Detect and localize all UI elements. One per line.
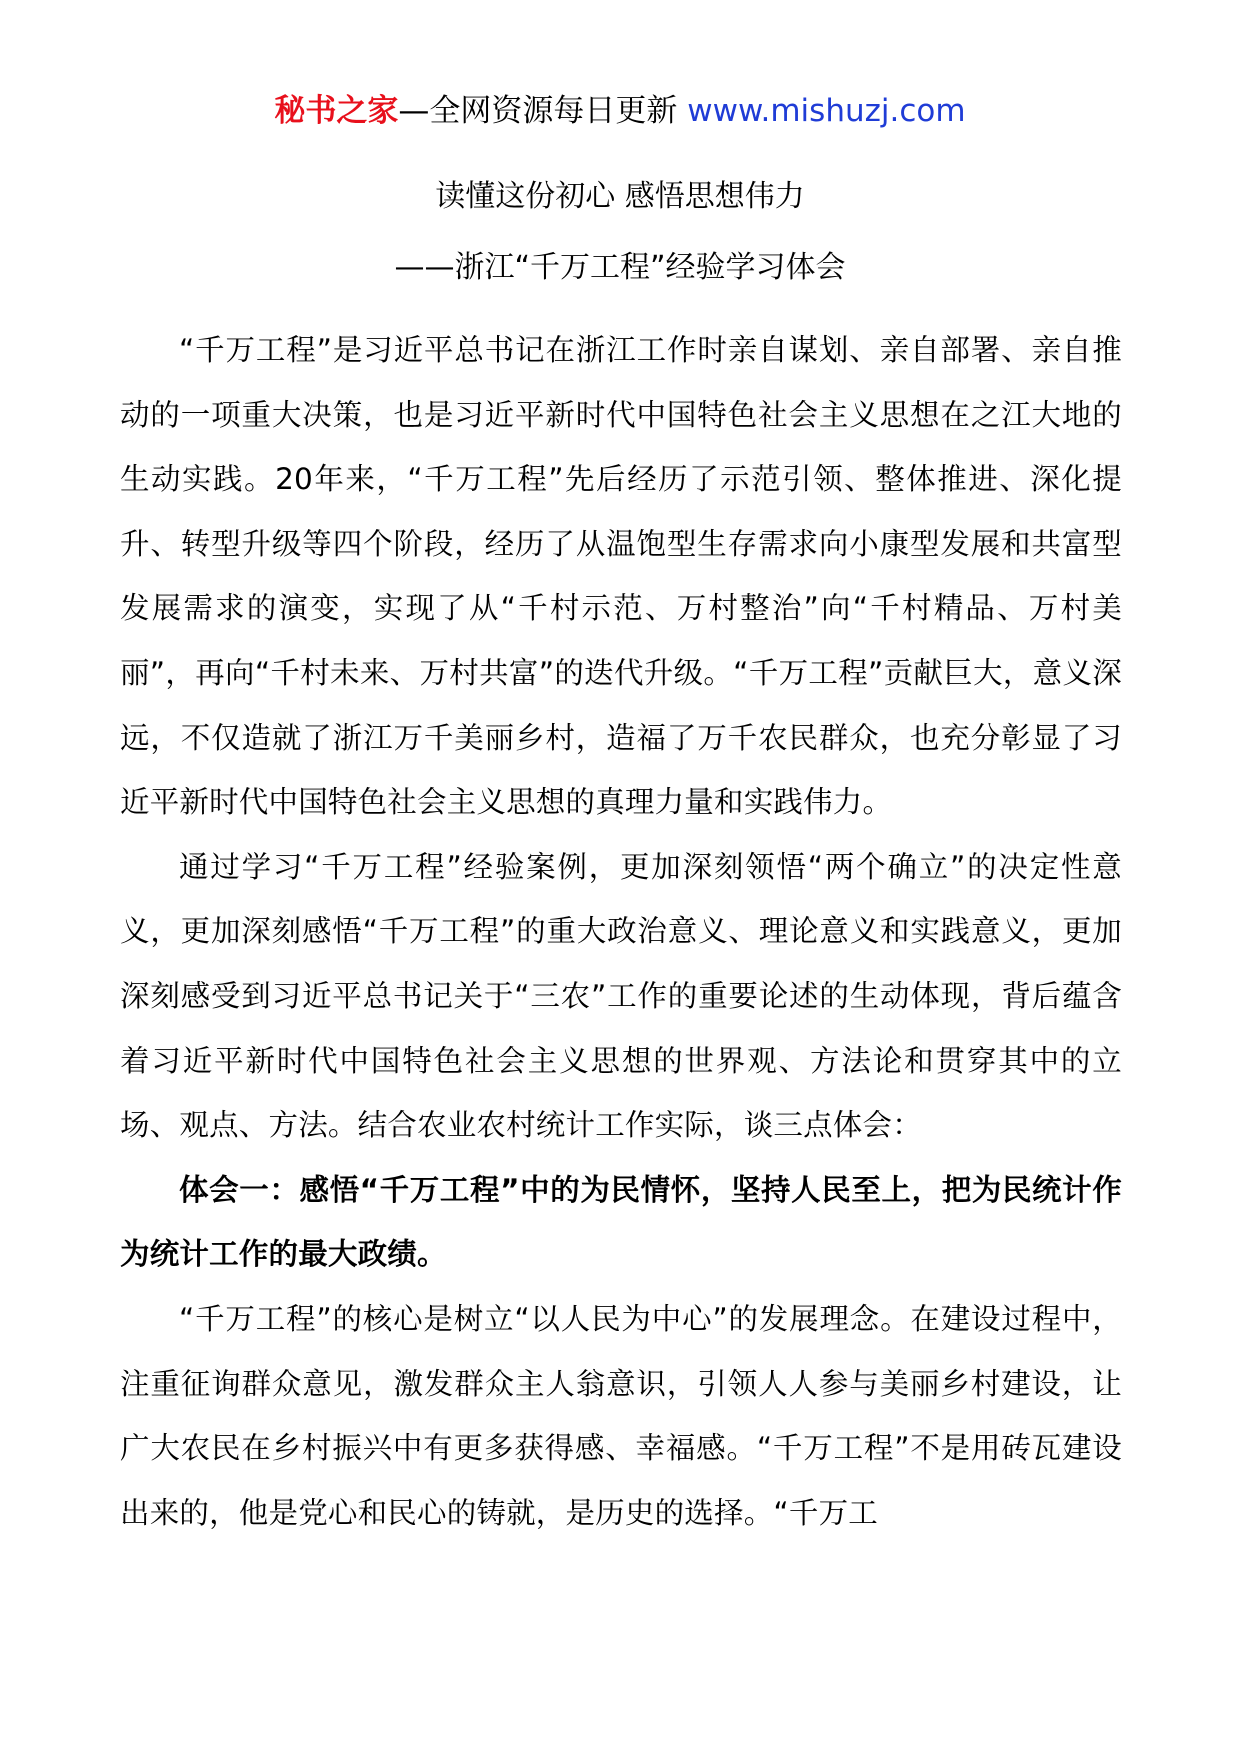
site-slogan: —全网资源每日更新: [398, 93, 688, 129]
document-body: [120, 318, 1122, 1545]
site-brand: 秘书之家: [274, 93, 399, 129]
site-url-link[interactable]: www.mishuzj.com: [687, 93, 966, 129]
document-title: 读懂这份初心 感悟思想伟力: [435, 179, 805, 214]
paragraph-study: 通过学习“千万工程”经验案例，更加深刻领悟“两个确立”的决定性意义，更加深刻感悟“千万工程”的重大政治意义、理论意义和实践意义，更加深刻感受到习近平总书记关于“三农”工作的重要论述的生动体现，背后蕴含着习近平新时代中国特色社会主义思想的世界观、方法论和贯穿其中的立场、观点、方法。结合农业农村统计工作实际，谈三点体会：: [120, 849, 1122, 1143]
section-heading-1: 体会一：感悟“千万工程”中的为民情怀，坚持人民至上，把为民统计作为统计工作的最大政绩。: [120, 1172, 1122, 1272]
paragraph-intro: “千万工程”是习近平总书记在浙江工作时亲自谋划、亲自部署、亲自推动的一项重大决策，也是习近平新时代中国特色社会主义思想在之江大地的生动实践。20年来，“千万工程”先后经历了示范引领、整体推进、深化提升、转型升级等四个阶段，经历了从温饱型生存需求向小康型发展和共富型发展需求的演变，实现了从“千村示范、万村整治”向“千村精品、万村美丽”，再向“千村未来、万村共富”的迭代升级。“千万工程”贡献巨大，意义深远，不仅造就了浙江万千美丽乡村，造福了万千农民群众，也充分彰显了习近平新时代中国特色社会主义思想的真理力量和实践伟力。: [120, 333, 1122, 820]
document-subtitle: ——浙江“千万工程”经验学习体会: [394, 250, 846, 285]
paragraph-section-1: “千万工程”的核心是树立“以人民为中心”的发展理念。在建设过程中，注重征询群众意见，激发群众主人翁意识，引领人人参与美丽乡村建设，让广大农民在乡村振兴中有更多获得感、幸福感。“千万工程”不是用砖瓦建设出来的，他是党心和民心的铸就，是历史的选择。“千万工: [120, 1301, 1122, 1530]
site-header: [0, 86, 1240, 136]
